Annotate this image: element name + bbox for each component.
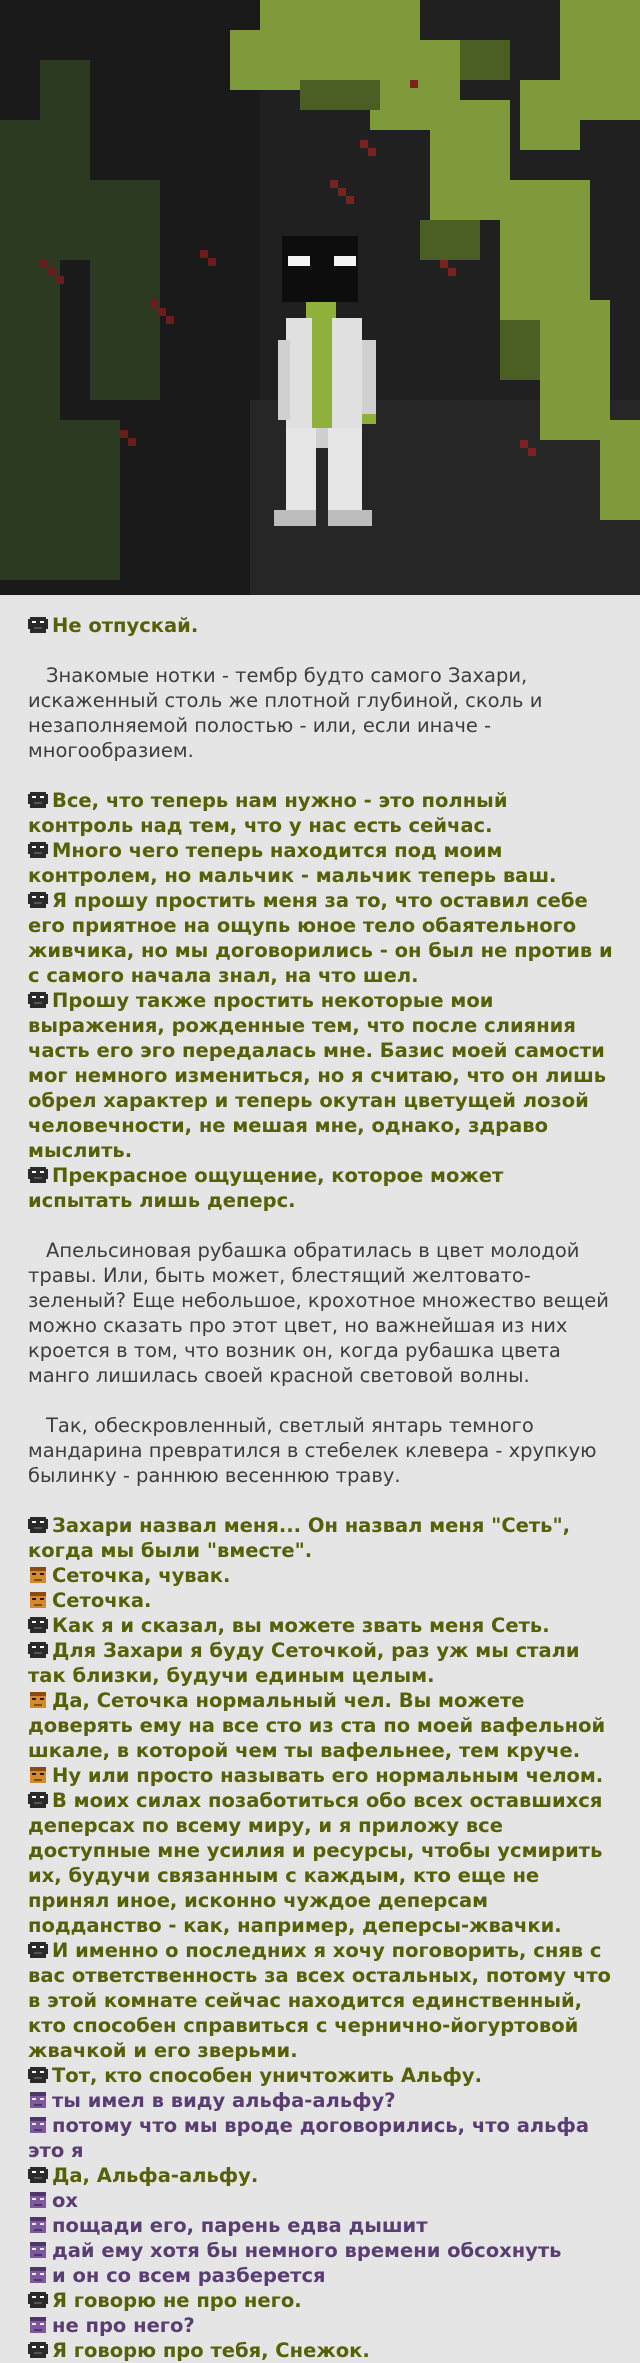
narration-text: Апельсиновая рубашка обратилась в цвет молодой травы. Или, быть может, блестящий желтовато-зеленый? Еще небольшое, крохотное множество вещей можно сказать про этот цвет, но важнейшая из них кроется в том, что возник он, когда рубашка цвета манго лишилась своей красной световой волны. bbox=[28, 1239, 609, 1387]
dialogue-text: Сеточка, чувак. bbox=[52, 1564, 231, 1587]
narration-text: Знакомые нотки - тембр будто самого Захари, искаженный столь же плотной глубиной, сколь и незаполняемой полостью - или, если иначе - многообразием. bbox=[28, 664, 543, 762]
narration-paragraph bbox=[28, 1413, 614, 1488]
spacer bbox=[28, 638, 614, 663]
orange-face-icon bbox=[28, 1590, 48, 1610]
dialogue-line bbox=[28, 2213, 614, 2238]
dialogue-text: Для Захари я буду Сеточкой, раз уж мы стали так близки, будучи единым целым. bbox=[28, 1639, 580, 1687]
dialogue-text: пощади его, парень едва дышит bbox=[52, 2214, 428, 2237]
dialogue-line bbox=[28, 788, 614, 838]
game-scene-panel bbox=[0, 0, 640, 595]
dialogue-line bbox=[28, 2188, 614, 2213]
dialogue-line bbox=[28, 988, 614, 1163]
dialogue-text: дай ему хотя бы немного времени обсохнуть bbox=[52, 2239, 562, 2262]
dialogue-text: Я прошу простить меня за то, что оставил себе его приятное на ощупь юное тело обаятельного живчика, но мы договорились - он был не против и с самого начала знал, на что шел. bbox=[28, 889, 613, 987]
dialogue-line bbox=[28, 1763, 614, 1788]
dark-face-icon bbox=[28, 890, 48, 910]
dialogue-line bbox=[28, 2063, 614, 2088]
dark-face-icon bbox=[28, 615, 48, 635]
dialogue-text: Захари назвал меня... Он назвал меня "Сеть", когда мы были "вместе". bbox=[28, 1514, 571, 1562]
dialogue-line bbox=[28, 1688, 614, 1763]
dialogue-line bbox=[28, 2163, 614, 2188]
dialogue-line bbox=[28, 2238, 614, 2263]
dialogue-line bbox=[28, 2288, 614, 2313]
chat-log bbox=[0, 595, 640, 2363]
dialogue-text: Много чего теперь находится под моим контролем, но мальчик - мальчик теперь ваш. bbox=[28, 839, 557, 887]
dark-face-icon bbox=[28, 2290, 48, 2310]
dialogue-line bbox=[28, 2263, 614, 2288]
dialogue-text: Не отпускай. bbox=[52, 614, 199, 637]
purple-face-icon bbox=[28, 2215, 48, 2235]
narration-paragraph bbox=[28, 1238, 614, 1388]
dialogue-text: Прекрасное ощущение, которое может испытать лишь деперс. bbox=[28, 1164, 504, 1212]
dark-face-icon bbox=[28, 1640, 48, 1660]
dialogue-line bbox=[28, 1613, 614, 1638]
dialogue-line bbox=[28, 2088, 614, 2113]
dialogue-text: не про него? bbox=[52, 2314, 195, 2337]
dark-face-icon bbox=[28, 1790, 48, 1810]
dark-face-icon bbox=[28, 990, 48, 1010]
dialogue-text: И именно о последних я хочу поговорить, сняв с вас ответственность за всех остальных, потому что в этой комнате сейчас находится единственный, кто способен справиться с чернично-йогуртовой жвачкой и его зверьми. bbox=[28, 1939, 611, 2062]
dark-face-icon bbox=[28, 1940, 48, 1960]
dialogue-text: Сеточка. bbox=[52, 1589, 152, 1612]
dialogue-text: Да, Сеточка нормальный чел. Вы можете доверять ему на все сто из ста по моей вафельной шкале, в которой чем ты вафельнее, тем круче. bbox=[28, 1689, 606, 1762]
dialogue-text: Все, что теперь нам нужно - это полный контроль над тем, что у нас есть сейчас. bbox=[28, 789, 508, 837]
dialogue-line bbox=[28, 1788, 614, 1938]
spacer bbox=[28, 1388, 614, 1413]
dialogue-line bbox=[28, 1513, 614, 1563]
spacer bbox=[28, 1213, 614, 1238]
spacer bbox=[28, 1488, 614, 1513]
dialogue-line bbox=[28, 613, 614, 638]
narration-paragraph bbox=[28, 663, 614, 763]
dark-face-icon bbox=[28, 1165, 48, 1185]
dialogue-text: Прошу также простить некоторые мои выражения, рожденные тем, что после слияния часть его эго передалась мне. Базис моей самости мог немного измениться, но я считаю, что он лишь обрел характер и теперь окутан цветущей лозой человечности, не мешая мне, однако, здраво мыслить. bbox=[28, 989, 607, 1162]
scene-illustration bbox=[0, 0, 640, 595]
dialogue-text: Как я и сказал, вы можете звать меня Сеть. bbox=[52, 1614, 550, 1637]
orange-face-icon bbox=[28, 1690, 48, 1710]
purple-face-icon bbox=[28, 2240, 48, 2260]
dark-face-icon bbox=[28, 840, 48, 860]
dialogue-line bbox=[28, 1163, 614, 1213]
dialogue-text: потому что мы вроде договорились, что альфа это я bbox=[28, 2114, 589, 2162]
dialogue-text: Да, Альфа-альфу. bbox=[52, 2164, 259, 2187]
spacer bbox=[28, 763, 614, 788]
dark-face-icon bbox=[28, 1615, 48, 1635]
dialogue-line bbox=[28, 1638, 614, 1688]
dialogue-line bbox=[28, 1938, 614, 2063]
dialogue-line bbox=[28, 2113, 614, 2163]
purple-face-icon bbox=[28, 2190, 48, 2210]
dark-face-icon bbox=[28, 790, 48, 810]
dark-face-icon bbox=[28, 1515, 48, 1535]
purple-face-icon bbox=[28, 2090, 48, 2110]
dialogue-line bbox=[28, 838, 614, 888]
dialogue-line bbox=[28, 1563, 614, 1588]
dark-face-icon bbox=[28, 2065, 48, 2085]
dark-face-icon bbox=[28, 2165, 48, 2185]
dialogue-text: Тот, кто способен уничтожить Альфу. bbox=[52, 2064, 482, 2087]
purple-face-icon bbox=[28, 2115, 48, 2135]
dialogue-text: ты имел в виду альфа-альфу? bbox=[52, 2089, 396, 2112]
narration-text: Так, обескровленный, светлый янтарь темного мандарина превратился в стебелек клевера - хрупкую былинку - раннюю весеннюю траву. bbox=[28, 1414, 597, 1487]
orange-face-icon bbox=[28, 1765, 48, 1785]
purple-face-icon bbox=[28, 2265, 48, 2285]
dialogue-text: В моих силах позаботиться обо всех оставшихся деперсах по всему миру, и я приложу все доступные мне усилия и ресурсы, чтобы усмирить их, будучи связанным с каждым, кто еще не принял иное, исконно чуждое деперсам подданство - как, например, деперсы-жвачки. bbox=[28, 1789, 603, 1937]
dark-face-icon bbox=[28, 2340, 48, 2360]
dialogue-text: Ну или просто называть его нормальным челом. bbox=[52, 1764, 604, 1787]
orange-face-icon bbox=[28, 1565, 48, 1585]
dialogue-line bbox=[28, 888, 614, 988]
dialogue-text: Я говорю не про него. bbox=[52, 2289, 302, 2312]
dialogue-line bbox=[28, 2313, 614, 2338]
dialogue-text: и он со всем разберется bbox=[52, 2264, 326, 2287]
dialogue-text: ох bbox=[52, 2189, 78, 2212]
dialogue-line bbox=[28, 2338, 614, 2363]
dialogue-text: Я говорю про тебя, Снежок. bbox=[52, 2339, 370, 2362]
purple-face-icon bbox=[28, 2315, 48, 2335]
dialogue-line bbox=[28, 1588, 614, 1613]
